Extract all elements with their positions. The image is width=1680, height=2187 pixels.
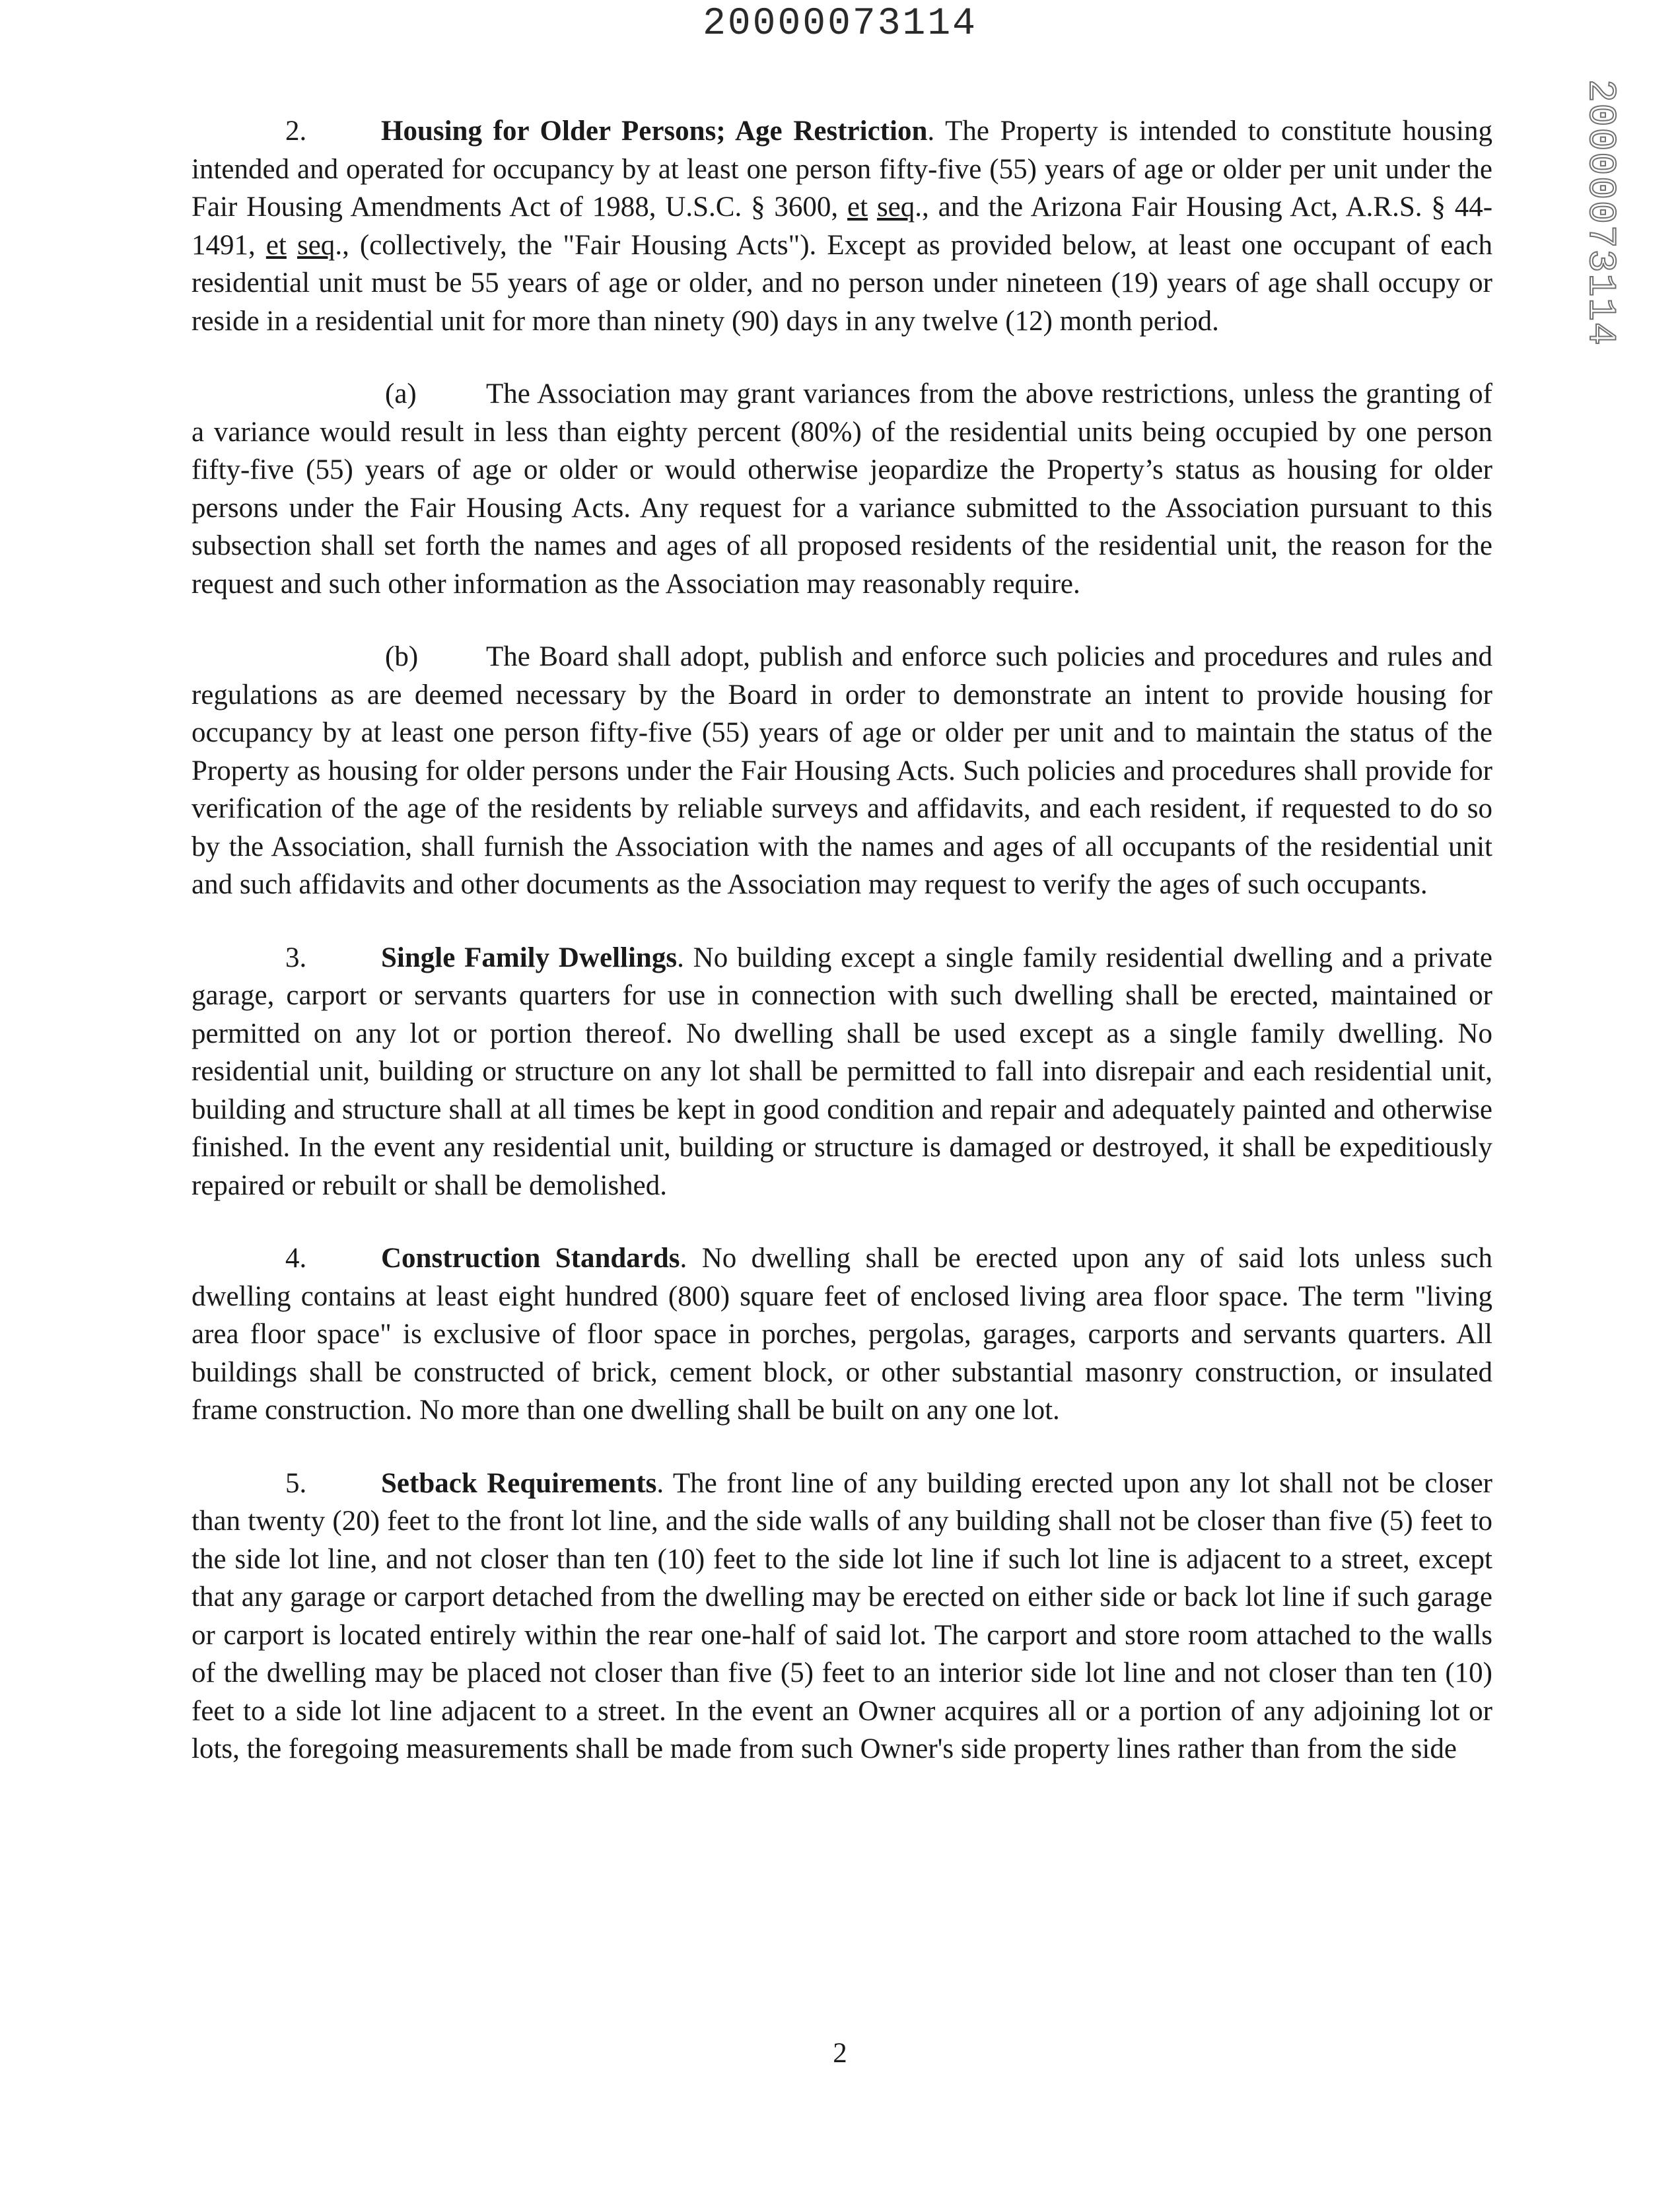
- section-text: ., and the Arizona Fair Housing Act, A.R.S. § 44-1491,: [192, 191, 1493, 261]
- subsection-2b-paragraph: [192, 638, 1492, 904]
- subsection-number: (a): [385, 378, 417, 409]
- section-heading: Housing for Older Persons; Age Restriction: [381, 116, 928, 147]
- page-number: 2: [833, 2038, 847, 2069]
- section-number: 3.: [285, 942, 307, 973]
- section-2-paragraph: [192, 112, 1492, 340]
- subsection-2a-paragraph: [192, 375, 1492, 603]
- citation-et: et: [265, 229, 287, 261]
- section-text: . The Property is intended to constitute housing intended and operated for occupancy by at least one person fifty-five (55) years of age or older per unit under the Fair Housing Amendments Act of 1988, U.S.C. § 3600,: [192, 116, 1492, 223]
- subsection-text: The Board shall adopt, publish and enforce such policies and procedures and rules and regulations as are deemed necessary by the Board in order to demonstrate an intent to provide housing for occupancy by at least one person fifty-five (55) years of age or older per unit and to maintain the status of the Property as housing for older persons under the Fair Housing Acts. Such policies and procedures shall provide for verification of the age of the residents by reliable surveys and affidavits, and each resident, if requested to do so by the Association, shall furnish the Association with the names and ages of all occupants of the residential unit and such affidavits and other documents as the Association may request to verify the ages of such occupants.: [192, 641, 1492, 900]
- section-number: 5.: [285, 1467, 307, 1499]
- citation-et: et: [847, 191, 868, 223]
- section-text: . The front line of any building erected upon any lot shall not be closer than twenty (20) feet to the front lot line, and the side walls of any building shall not be closer than five (5) feet to the side lot line, and not closer than ten (10) feet to the side lot line if such lot line is adjacent to a street, except that any garage or carport detached from the dwelling may be erected on either side or back lot line if such garage or carport is located entirely within the rear one-half of said lot. The carport and store room attached to the walls of the dwelling may be placed not closer than five (5) feet to an interior side lot line and not closer than ten (10) feet to a side lot line adjacent to a street. In the event an Owner acquires all or a portion of any adjoining lot or lots, the foregoing measurements shall be made from such Owner's side property lines rather than from the side: [192, 1467, 1493, 1764]
- section-text: . No building except a single family residential dwelling and a private garage, carport or servants quarters for use in connection with such dwelling shall be erected, maintained or permitted on any lot or portion thereof. No dwelling shall be used except as a single family dwelling. No residential unit, building or structure on any lot shall be permitted to fall into disrepair and each residential unit, building and structure shall at all times be kept in good condition and repair and adequately painted and otherwise finished. In the event any residential unit, building or structure is damaged or destroyed, it shall be expeditiously repaired or rebuilt or shall be demolished.: [192, 942, 1492, 1201]
- section-heading: Construction Standards: [381, 1243, 680, 1274]
- section-number: 4.: [285, 1243, 307, 1274]
- section-number: 2.: [285, 116, 307, 147]
- section-text: ., (collectively, the "Fair Housing Acts"). Except as provided below, at least one occupant of each residential unit must be 55 years of age or older, and no person under nineteen (19) years of age shall occupy or reside in a residential unit for more than ninety (90) days in any twelve (12) month period.: [192, 229, 1492, 337]
- section-heading: Setback Requirements: [381, 1467, 657, 1499]
- subsection-number: (b): [385, 641, 419, 672]
- section-4-paragraph: [192, 1239, 1492, 1430]
- citation-seq: seq: [876, 191, 915, 223]
- section-5-paragraph: [192, 1465, 1492, 1768]
- text-space: [868, 191, 877, 223]
- section-text: . No dwelling shall be erected upon any of said lots unless such dwelling contains at least eight hundred (800) square feet of enclosed living area floor space. The term "living area floor space" is exclusive of floor space in porches, pergolas, garages, carports and servants quarters. All buildings shall be constructed of brick, cement block, or other substantial masonry construction, or insulated frame construction. No more than one dwelling shall be built on any one lot.: [192, 1243, 1492, 1426]
- side-recording-stamp: 20000073114: [1578, 79, 1621, 347]
- document-number: 20000073114: [703, 3, 977, 46]
- text-space: [287, 230, 297, 261]
- subsection-text: The Association may grant variances from the above restrictions, unless the granting of a variance would result in less than eighty percent (80%) of the residential units being occupied by one person fifty-five (55) years of age or older or would otherwise jeopardize the Property’s status as housing for older persons under the Fair Housing Acts. Any request for a variance submitted to the Association pursuant to this subsection shall set forth the names and ages of all proposed residents of the residential unit, the reason for the request and such other information as the Association may reasonably require.: [192, 378, 1492, 600]
- section-3-paragraph: [192, 939, 1492, 1205]
- section-heading: Single Family Dwellings: [381, 942, 678, 973]
- document-body: [192, 112, 1492, 1803]
- citation-seq: seq: [297, 229, 335, 261]
